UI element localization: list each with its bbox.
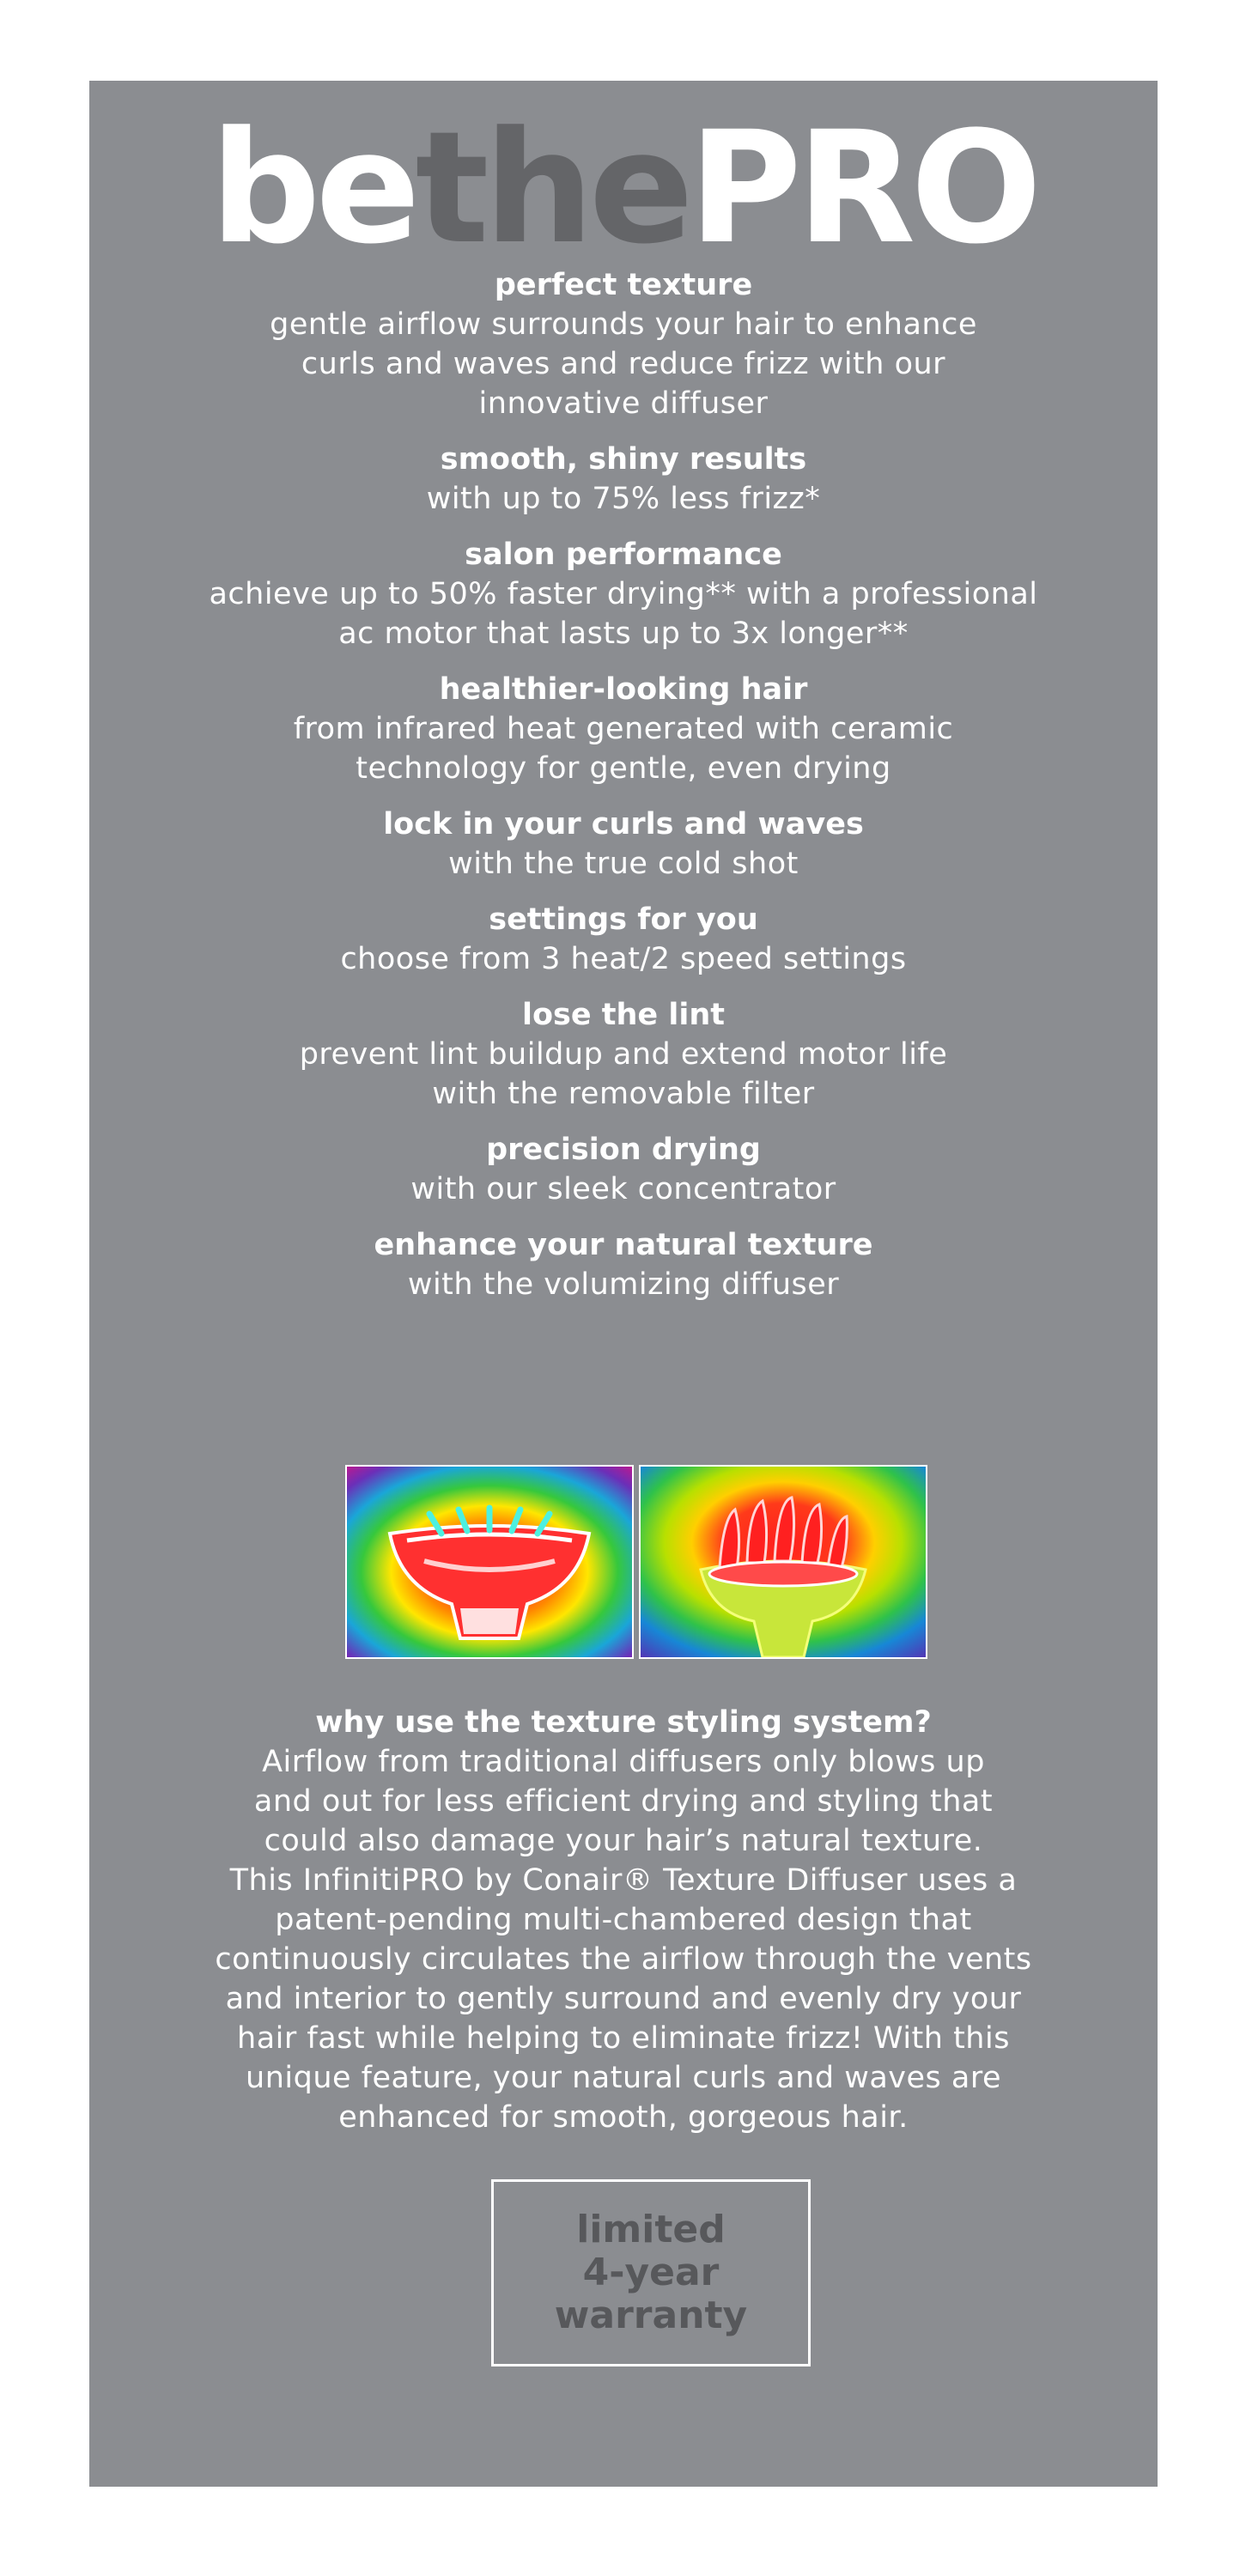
why-section [124, 1703, 1123, 2137]
feature-text: choose from 3 heat/2 speed settings [340, 942, 907, 976]
feature-heading: salon performance [465, 538, 782, 572]
thermal-image-traditional-diffuser [345, 1465, 634, 1659]
why-heading: why use the texture styling system? [315, 1705, 932, 1740]
feature-list [115, 265, 1132, 1321]
feature-heading: lose the lint [521, 998, 725, 1032]
feature-text: gentle airflow surrounds your hair to enhance curls and waves and reduce frizz with our innovative diffuser [270, 307, 977, 421]
feature-item [115, 995, 1132, 1114]
feature-text: with the true cold shot [448, 847, 799, 881]
feature-item [115, 900, 1132, 979]
feature-item [115, 670, 1132, 788]
feature-item [115, 535, 1132, 653]
feature-item [115, 265, 1132, 423]
warranty-label: limited 4-year warranty [554, 2208, 748, 2337]
feature-text: with our sleek concentrator [410, 1172, 836, 1206]
feature-heading: smooth, shiny results [440, 442, 807, 477]
feature-text: with up to 75% less frizz* [426, 482, 821, 516]
brand-the: the [415, 99, 689, 278]
why-text: Airflow from traditional diffusers only blows up and out for less efficient drying and styling that could also damage your hair’s natural texture. This InfinitiPRO by Conair® Texture Diffuser uses a patent-pending multi-chambered design that continuously circulates the airflow through the vents and interior to gently surround and evenly dry your hair fast while helping to eliminate frizz! With this unique feature, your natural curls and waves are enhanced for smooth, gorgeous hair. [215, 1745, 1032, 2135]
thermal-images [89, 1465, 1158, 1659]
feature-text: from infrared heat generated with ceramic technology for gentle, even drying [293, 712, 954, 786]
feature-text: prevent lint buildup and extend motor life with the removable filter [299, 1037, 948, 1111]
feature-heading: healthier-looking hair [439, 672, 808, 707]
thermal-image-texture-diffuser [639, 1465, 927, 1659]
feature-heading: lock in your curls and waves [383, 807, 864, 841]
feature-text: achieve up to 50% faster drying** with a professional ac motor that lasts up to 3x longer** [209, 577, 1038, 651]
brand-title [89, 99, 1158, 278]
brand-be: be [210, 99, 416, 278]
feature-heading: perfect texture [494, 268, 753, 302]
feature-item [115, 440, 1132, 519]
product-panel [89, 81, 1158, 2487]
brand-pro: PRO [688, 99, 1037, 278]
warranty-badge [491, 2179, 811, 2366]
feature-heading: settings for you [489, 902, 758, 937]
feature-heading: enhance your natural texture [374, 1228, 873, 1262]
feature-item [115, 1225, 1132, 1304]
feature-item [115, 1130, 1132, 1209]
feature-item [115, 805, 1132, 884]
feature-heading: precision drying [486, 1133, 761, 1167]
feature-text: with the volumizing diffuser [407, 1267, 840, 1302]
